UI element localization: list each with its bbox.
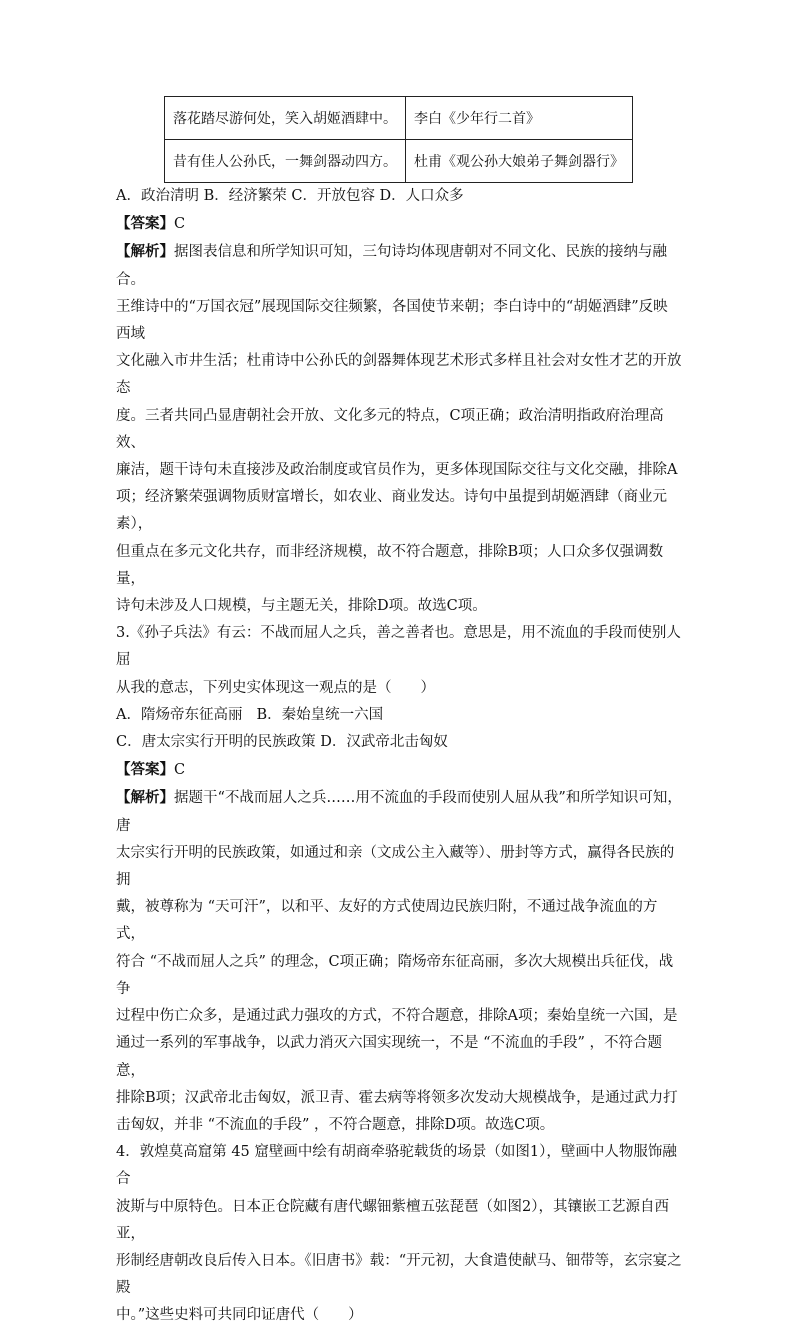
- poem-verse-cell: 落花踏尽游何处，笑入胡姬酒肆中。: [165, 97, 406, 140]
- q2-analysis-line: [116, 238, 682, 293]
- q3-stem-line: 从我的意志，下列史实体现这一观点的是（ ）: [116, 679, 435, 696]
- q4-stem-line: 4．敦煌莫高窟第 45 窟壁画中绘有胡商牵骆驼载货的场景（如图1），壁画中人物服饰融合: [116, 1144, 677, 1188]
- analysis-text: 据图表信息和所学知识可知，三句诗均体现唐朝对不同文化、民族的接纳与融合。: [116, 244, 667, 288]
- q3-stem-line: 3.《孙子兵法》有云：不战而屈人之兵，善之善者也。意思是，用不流血的手段而使别人屈: [116, 625, 681, 669]
- q3-analysis-line: 太宗实行开明的民族政策，如通过和亲（文成公主入藏等）、册封等方式，赢得各民族的拥: [116, 844, 675, 889]
- q2-analysis-line: 项；经济繁荣强调物质财富增长，如农业、商业发达。诗句中虽提到胡姬酒肆（商业元素），: [116, 489, 667, 533]
- q3-analysis-line: 击匈奴，并非 “不流血的手段” ，不符合题意，排除D项。故选C项。: [116, 1116, 555, 1133]
- analysis-tag: 【解析】: [116, 789, 174, 807]
- poem-verse-cell: 昔有佳人公孙氏，一舞剑器动四方。: [165, 140, 406, 183]
- table-row: [165, 140, 633, 183]
- option-a: A．隋炀帝东征高丽: [116, 706, 243, 723]
- poem-table: [164, 96, 633, 183]
- q3-analysis-line: 过程中伤亡众多，是通过武力强攻的方式，不符合题意，排除A项；秦始皇统一六国，是: [116, 1008, 678, 1025]
- document-body: [116, 183, 682, 1330]
- q2-analysis-line: 诗句未涉及人口规模，与主题无关，排除D项。故选C项。: [116, 598, 487, 615]
- q2-analysis-line: 王维诗中的“万国衣冠”展现国际交往频繁，各国使节来朝；李白诗中的“胡姬酒肆”反映西域: [116, 298, 668, 343]
- answer-tag: 【答案】: [116, 215, 174, 233]
- q3-analysis-line: 通过一系列的军事战争，以武力消灭六国实现统一，不是 “不流血的手段” ，不符合题意，: [116, 1035, 663, 1079]
- q2-analysis-line: 但重点在多元文化共存，而非经济规模，故不符合题意，排除B项；人口众多仅强调数量，: [116, 543, 664, 587]
- q4-stem-line: 中。”这些史料可共同印证唐代（ ）: [116, 1307, 363, 1324]
- poem-source-cell: 李白《少年行二首》: [406, 97, 633, 140]
- analysis-text: 据题干“不战而屈人之兵……用不流血的手段而使别人屈从我”和所学知识可知，唐: [116, 790, 682, 834]
- q2-analysis-line: 度。三者共同凸显唐朝社会开放、文化多元的特点，C项正确；政治清明指政府治理高效、: [116, 407, 664, 451]
- answer-tag: 【答案】: [116, 761, 174, 779]
- q3-options-line: C．唐太宗实行开明的民族政策 D．汉武帝北击匈奴: [116, 734, 448, 751]
- q4-stem-line: 形制经唐朝改良后传入日本。《旧唐书》载：“开元初，大食遣使献马、钿带等，玄宗宴之殿: [116, 1252, 682, 1297]
- table-row: [165, 97, 633, 140]
- q3-analysis-line: 排除B项；汉武帝北击匈奴，派卫青、霍去病等将领多次发动大规模战争，是通过武力打: [116, 1089, 678, 1106]
- q3-analysis-line: 戴，被尊称为 “天可汗”，以和平、友好的方式使周边民族归附，不通过战争流血的方式，: [116, 899, 658, 943]
- q2-options: A．政治清明 B．经济繁荣 C．开放包容 D．人口众多: [116, 188, 464, 204]
- q3-analysis-line: 符合 “不战而屈人之兵” 的理念，C项正确；隋炀帝东征高丽，多次大规模出兵征伐，战争: [116, 953, 674, 997]
- poem-source-cell: 杜甫《观公孙大娘弟子舞剑器行》: [406, 140, 633, 183]
- q3-answer: [116, 756, 682, 784]
- analysis-tag: 【解析】: [116, 243, 174, 261]
- q2-analysis-line: 文化融入市井生活；杜甫诗中公孙氏的剑器舞体现艺术形式多样且社会对女性才艺的开放态: [116, 353, 682, 397]
- answer-value: C: [174, 762, 186, 779]
- q2-analysis-line: 廉洁，题干诗句未直接涉及政治制度或官员作为，更多体现国际交往与文化交融，排除A: [116, 462, 678, 479]
- q2-answer: [116, 210, 682, 238]
- answer-value: C: [174, 216, 186, 233]
- option-b: B．秦始皇统一六国: [256, 706, 384, 723]
- q3-analysis-line: [116, 784, 682, 839]
- q3-options-line: [116, 702, 682, 729]
- q4-stem-line: 波斯与中原特色。日本正仓院藏有唐代螺钿紫檀五弦琵琶（如图2），其镶嵌工艺源自西亚，: [116, 1198, 669, 1242]
